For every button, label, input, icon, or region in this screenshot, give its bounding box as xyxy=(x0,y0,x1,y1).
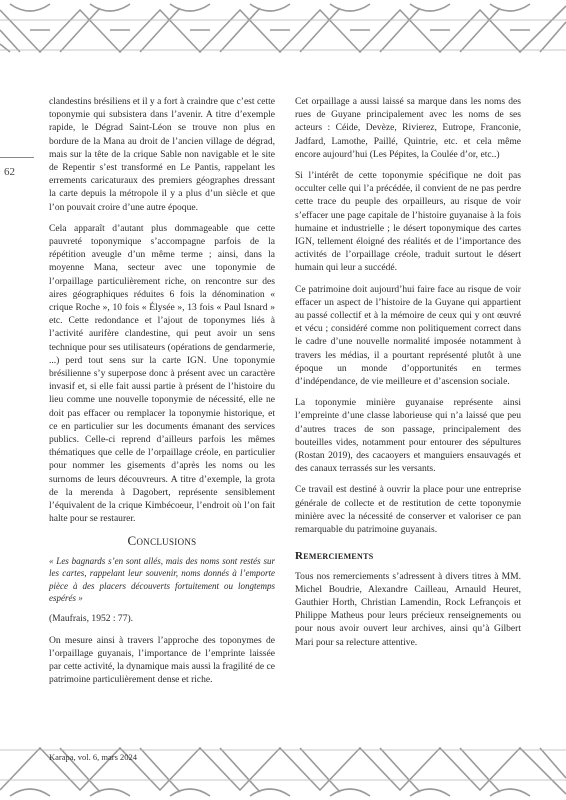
acknowledgements-text: Tous nos remerciements s’adressent à divers titres à MM. Michel Boudrie, Alexandre Cailleau, Arnauld Heuret, Gauthier Horth, Christian Lamendin, Rock Lefrançois et Philippe Matheus pour leurs précieux renseignements ou pour nous avoir ouvert leur archives, ainsi qu’à Gilbert Mari pour sa relecture attentive. xyxy=(295,570,521,648)
right-paragraph-1: Cet orpaillage a aussi laissé sa marque dans les noms des rues de Guyane principalement avec les noms de ses acteurs : Céide, Devèze, Rivierez, Eutrope, Franconie, Jadfard, Lamothe, Paillé, Quintrie, etc. et cela même encore aujourd’hui (Les Pépites, la Coulée d’or, etc..) xyxy=(295,96,521,160)
left-paragraph-3: On mesure ainsi à travers l’approche des toponymes de l’orpaillage guyanais, l’importance de l’emprinte laissée par cette activité, la dynamique mais aussi la fragilité de ce patrimoine particulièrement dense et riche. xyxy=(49,634,275,686)
journal-footer: Karapa, vol. 6, mars 2024 xyxy=(49,752,138,762)
left-paragraph-1: clandestins brésiliens et il y a fort à craindre que c’est cette toponymie qui subsistera dans l’avenir. A titre d’exemple rapide, le Dégrad Saint-Léon se trouve non plus en bordure de la Mana au droit de l’ancien village de dégrad, mais sur la tête de la crique Sable non navigable et le site de Repentir s’est transformé en Le Pantis, rappelant les errements caricaturaux des premiers géographes dressant la carte depuis la métropole il y a plus d’un siècle et que l’on pouvait croire d’une autre époque. xyxy=(49,96,275,213)
right-paragraph-3: Ce patrimoine doit aujourd’hui faire face au risque de voir effacer un aspect de l’histoire de la Guyane qui appartient au passé collectif et à la mémoire de ceux qui y ont œuvré et vécu ; considéré comme non politiquement correct dans le cadre d’une nouvelle normalité imposée notamment à travers les médias, il a pourtant représenté plutôt à une époque un monde d’opportunités en termes d’indépendance, de vie meilleure et d’ascension sociale. xyxy=(295,283,521,388)
right-paragraph-5: Ce travail est destiné à ouvrir la place pour une entreprise générale de collecte et de restitution de cette toponymie minière avec la nécessité de conserver et valoriser ce pan remarquable du patrimoine guyanais. xyxy=(295,484,521,536)
page-number: 62 xyxy=(4,166,15,178)
right-column xyxy=(295,95,521,657)
right-paragraph-4: La toponymie minière guyanaise représente ainsi l’empreinte d’une classe laborieuse qui n’a laissé que peu d’autres traces de son passage, principalement des bouteilles vides, notamment pour entourer des sépultures (Rostan 2019), des cacaoyers et manguiers ensauvagés et des canaux terrassés sur les versants. xyxy=(295,397,521,475)
quote-text: « Les bagnards s’en sont allés, mais des noms sont restés sur les cartes, rappelant leur souvenir, noms donnés à l’emporte pièce à des placers découverts fortuitement ou longtemps espérés » xyxy=(49,555,275,603)
left-paragraph-2: Cela apparaît d’autant plus dommageable que cette pauvreté toponymique s’accompagne parfois de la répétition aveugle d’un même terme ; ainsi, dans la moyenne Mana, secteur avec une toponymie de l’orpaillage particulièrement riche, on rencontre sur des aires géographiques réduites 6 fois la dénomination « crique Roche », 10 fois « Élysée », 13 fois « Paul Isnard » etc. Cette redondance et l’ajout de toponymes liés à l’activité aurifère clandestine, qui peut avoir un sens technique pour ses utilisateurs (opérations de gendarmerie, ...) perd tout sens sur la carte IGN. Une toponymie brésilienne s’y superpose donc à présent avec un caractère invasif et, si elle fait aussi partie à présent de l’histoire du lieu comme une nouvelle toponymie de nécessité, elle ne doit pas effacer ou remplacer la toponymie historique, et ce en particulier sur les documents émanant des services publics. Celle-ci reprend d’ailleurs parfois les mêmes thématiques que celle de l’orpaillage créole, en particulier pour nommer les gisements d’après les noms ou les surnoms de leurs découvreurs. A titre d’exemple, la grota de la merenda à Dagobert, représente sensiblement l’équivalent de la crique Kimbécoeur, l’endroit où l’on fait halte pour se restaurer. xyxy=(49,222,275,525)
tribal-pattern-top xyxy=(0,0,566,56)
conclusions-heading: Conclusions xyxy=(127,532,197,548)
right-paragraph-2: Si l’intérêt de cette toponymie spécifique ne doit pas occulter celle qui l’a précédée, il convient de ne pas perdre cette trace du peuple des orpailleurs, au risque de voir s’effacer une page capitale de l’histoire guyanaise à la fois humaine et industrielle ; le désert toponymique des cartes IGN, tellement éloigné des réalités et de l’importance des activités de l’orpaillage créole, traduit surtout le désert humain qui leur a succédé. xyxy=(295,170,521,274)
acknowledgements-heading: Remerciements xyxy=(295,550,374,563)
page-number-rule xyxy=(0,157,34,158)
bottom-decorative-band xyxy=(0,742,566,798)
quote-reference: (Maufrais, 1952 : 77). xyxy=(49,613,134,625)
top-decorative-band xyxy=(0,0,566,56)
maufrais-quote xyxy=(49,555,275,605)
tribal-pattern-bottom xyxy=(0,742,566,798)
left-column xyxy=(49,95,275,694)
